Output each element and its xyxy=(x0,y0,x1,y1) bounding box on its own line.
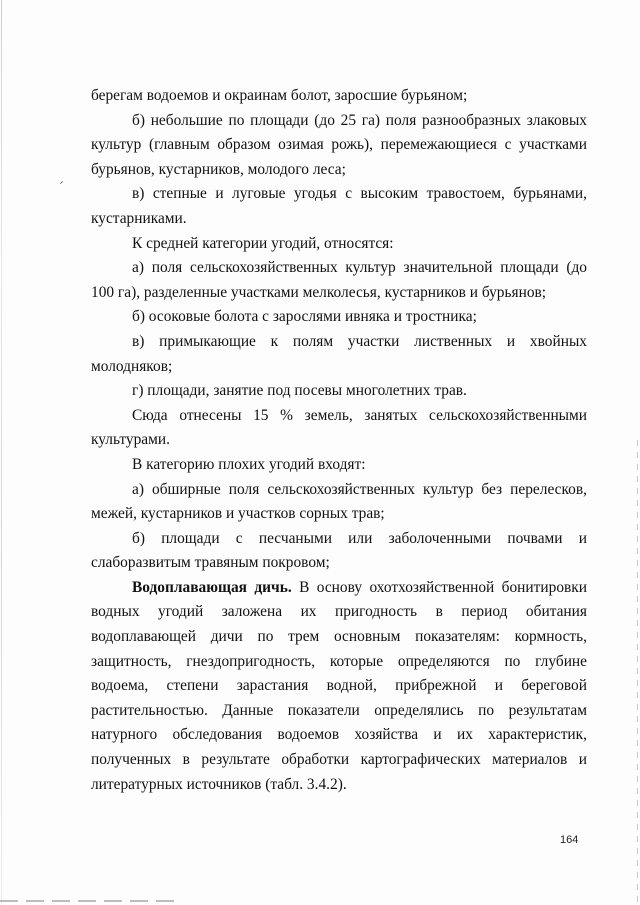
paragraph: К средней категории угодий, относятся: xyxy=(132,234,394,252)
scan-edge-right xyxy=(637,440,638,905)
paragraph: г) площади, занятие под посевы многолетних трав. xyxy=(132,382,467,400)
paragraph: Сюда отнесены 15 % земель, занятых сельскохозяйственными культурами. xyxy=(91,406,587,449)
paragraph: в) примыкающие к полям участки лиственных и хвойных молодняков; xyxy=(91,332,587,375)
paragraph: б) площади с песчаными или заболоченными почвами и слаборазвитым травяным покровом; xyxy=(91,529,587,572)
paragraph: берегам водоемов и окраинам болот, заросшие бурьяном; xyxy=(91,87,468,104)
waterfowl-text: В основу охотхозяйственной бонитировки водных угодий заложена их пригодность в период обитания водоплавающей дичи по трем основным показателям: кормность, защитность, гнездопригодность, которые определяются по глубине водоема, степени зарастания водной, прибрежной и береговой растительностью. Данные показатели определялись по результатам натурного обследования водоемов хозяйства и их характеристик, полученных в результате обработки картографических материалов и литературных источников (табл. 3.4.2). xyxy=(91,578,587,793)
waterfowl-paragraph xyxy=(91,576,587,797)
paragraph: В категорию плохих угодий входят: xyxy=(132,455,366,473)
scan-speck xyxy=(60,181,63,184)
paragraph: а) обширные поля сельскохозяйственных культур без перелесков, межей, кустарников и участков сорных трав; xyxy=(91,480,587,523)
paragraph: б) небольшие по площади (до 25 га) поля разнообразных злаковых культур (главным образом озимая рожь), перемежающиеся с участками бурьянов, кустарников, молодого леса; xyxy=(91,111,587,178)
scan-edge-left xyxy=(1,0,2,905)
body-text xyxy=(91,84,587,797)
paragraph: в) степные и луговые угодья с высоким травостоем, бурьянами, кустарниками. xyxy=(91,185,587,227)
paragraph: б) осоковые болота с зарослями ивняка и тростника; xyxy=(132,308,477,326)
waterfowl-heading: Водоплавающая дичь. xyxy=(132,578,292,596)
scan-bottom-artifact xyxy=(0,900,180,902)
paragraph: а) поля сельскохозяйственных культур значительной площади (до 100 га), разделенные участками мелколесья, кустарников и бурьянов; xyxy=(91,259,587,301)
page-number: 164 xyxy=(560,834,579,846)
